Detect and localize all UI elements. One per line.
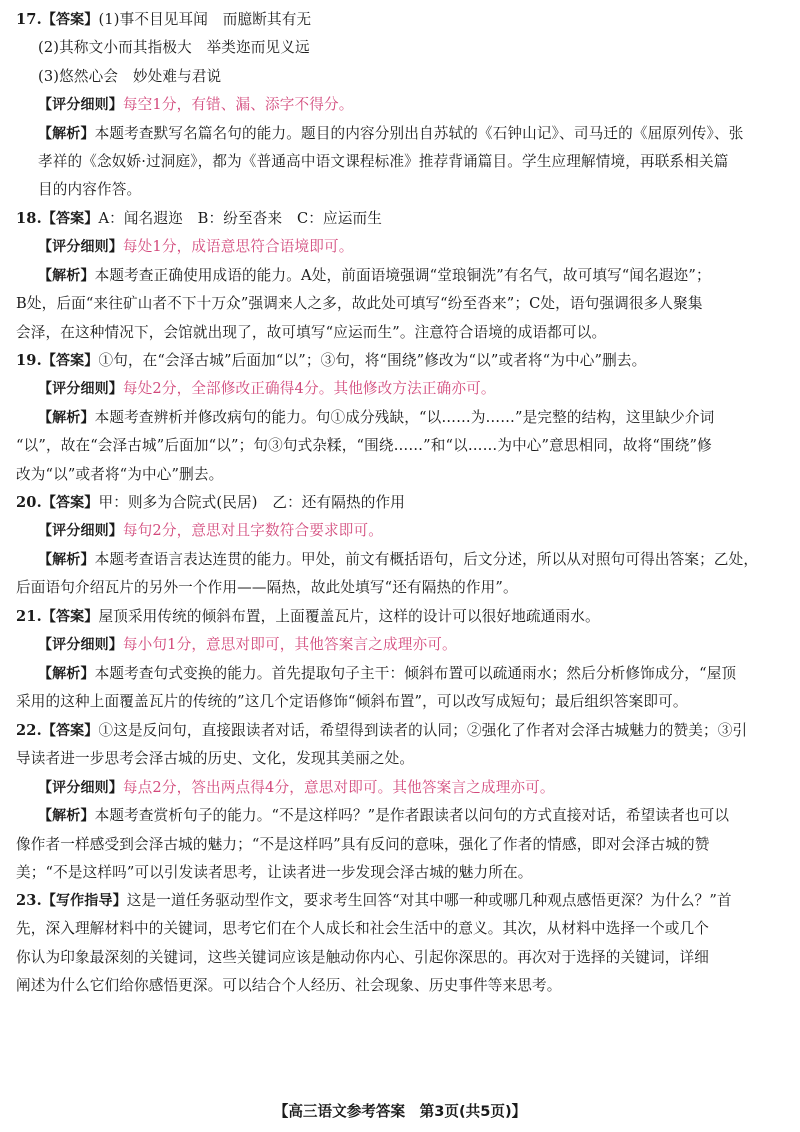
question-22 — [16, 717, 788, 887]
analysis-tag: 【解析】 — [38, 551, 95, 568]
analysis-line: 【解析】本题考查句式变换的能力。首先提取句子主干：倾斜布置可以疏通雨水；然后分析修饰成分，“屋顶 — [38, 664, 737, 682]
score-text: 每点2分，答出两点得4分，意思对即可。其他答案言之成理亦可。 — [122, 778, 555, 796]
answer-text: 屋顶采用传统的倾斜布置，上面覆盖瓦片，这样的设计可以很好地疏通雨水。 — [98, 608, 600, 625]
answer-line: 22.【答案】①这是反问句，直接跟读者对话，希望得到读者的认同；②强化了作者对会泽古城魅力的赞美；③引 — [16, 722, 748, 739]
guide-text: 先，深入理解材料中的关键词，思考它们在个人成长和社会生活中的意义。其次，从材料中选择一个或几个 — [16, 920, 709, 938]
score-text: 每小句1分，意思对即可，其他答案言之成理亦可。 — [122, 636, 457, 654]
answer-text: (1)事不目见耳闻 而臆断其有无 — [98, 11, 312, 28]
answer-tag: 【答案】 — [41, 12, 99, 28]
answer-text: (3)悠然心会 妙处难与君说 — [38, 67, 222, 85]
analysis-text: 美；“不是这样吗”可以引发读者思考，让读者进一步发现会泽古城的魅力所在。 — [16, 863, 533, 881]
analysis-text: 采用的这种上面覆盖瓦片的传统的”这几个定语修饰“倾斜布置”，可以改写成短句；最后组织答案即可。 — [16, 693, 688, 711]
question-17 — [16, 6, 788, 205]
question-20 — [16, 489, 788, 603]
guide-line: 23.【写作指导】这是一道任务驱动型作文，要求考生回答“对其中哪一种或哪几种观点感悟更深？为什么？”首 — [16, 892, 732, 909]
analysis-text: 改为“以”或者将“为中心”删去。 — [16, 465, 224, 483]
analysis-tag: 【解析】 — [38, 665, 95, 682]
question-19 — [16, 347, 788, 489]
score-line — [16, 517, 788, 545]
page-footer: 【高三语文参考答案 第3页(共5页)】 — [273, 1103, 527, 1120]
answer-line: 21.【答案】屋顶采用传统的倾斜布置，上面覆盖瓦片，这样的设计可以很好地疏通雨水。 — [16, 608, 600, 625]
answer-text: 导读者进一步思考会泽古城的历史、文化，发现其美丽之处。 — [16, 750, 415, 768]
analysis-text: 孝祥的《念奴娇·过洞庭》，都为《普通高中语文课程标准》推荐背诵篇目。学生应理解情境，再联系相关篇 — [38, 152, 729, 170]
analysis-tag: 【解析】 — [38, 125, 95, 142]
score-line — [16, 774, 788, 802]
answer-line: 17.【答案】(1)事不目见耳闻 而臆断其有无 — [16, 11, 312, 28]
answer-text: 甲：则多为合院式(民居) 乙：还有隔热的作用 — [98, 494, 406, 511]
analysis-tag: 【解析】 — [38, 808, 95, 825]
question-23 — [16, 887, 788, 1001]
score-tag: 【评分细则】 — [38, 523, 123, 540]
score-tag: 【评分细则】 — [38, 97, 123, 114]
guide-text: 阐述为什么它们给你感悟更深。可以结合个人经历、社会现象、历史事件等来思考。 — [16, 977, 562, 995]
score-tag: 【评分细则】 — [38, 381, 123, 398]
analysis-tag: 【解析】 — [38, 409, 95, 426]
guide-text: 你认为印象最深刻的关键词，这些关键词应该是触动你内心、引起你深思的。再次对于选择的关键词，详细 — [16, 948, 709, 966]
score-line — [16, 91, 788, 119]
answer-line: 18.【答案】A：闻名遐迩 B：纷至沓来 C：应运而生 — [16, 210, 382, 227]
analysis-text: 目的内容作答。 — [38, 181, 142, 199]
analysis-line: 【解析】本题考查赏析句子的能力。“不是这样吗？”是作者跟读者以问句的方式直接对话，希望读者也可以 — [38, 807, 730, 825]
guide-tag: 【写作指导】 — [41, 893, 127, 909]
answer-tag: 【答案】 — [41, 495, 99, 511]
score-line — [16, 631, 788, 659]
answer-tag: 【答案】 — [41, 211, 99, 227]
score-text: 每处2分，全部修改正确得4分。其他修改方法正确亦可。 — [122, 380, 496, 398]
answer-text: ①这是反问句，直接跟读者对话，希望得到读者的认同；②强化了作者对会泽古城魅力的赞美；③引 — [98, 722, 748, 739]
score-tag: 【评分细则】 — [38, 779, 123, 796]
answer-text: ①句，在“会泽古城”后面加“以”；③句，将“围绕”修改为“以”或者将“为中心”删去。 — [98, 352, 647, 369]
analysis-text: 会泽，在这种情况下，会馆就出现了，故可填写“应运而生”。注意符合语境的成语都可以。 — [16, 323, 607, 341]
score-line — [16, 233, 788, 261]
analysis-line: 【解析】本题考查语言表达连贯的能力。甲处，前文有概括语句，后文分述，所以从对照句可得出答案；乙处， — [38, 550, 759, 568]
score-tag: 【评分细则】 — [38, 239, 123, 256]
answer-text: (2)其称文小而其指极大 举类迩而见义远 — [38, 39, 310, 57]
answer-tag: 【答案】 — [41, 609, 99, 625]
analysis-text: “以”，故在“会泽古城”后面加“以”；句③句式杂糅，“围绕……”和“以……为中心”意思相同，故将“围绕”修 — [16, 437, 712, 455]
analysis-line: 【解析】本题考查辨析并修改病句的能力。句①成分残缺，“以……为……”是完整的结构，这里缺少介词 — [38, 408, 715, 426]
answer-line: 19.【答案】①句，在“会泽古城”后面加“以”；③句，将“围绕”修改为“以”或者将“为中心”删去。 — [16, 352, 647, 369]
score-text: 每处1分，成语意思符合语境即可。 — [122, 238, 354, 256]
answer-text: A：闻名遐迩 B：纷至沓来 C：应运而生 — [98, 210, 382, 227]
analysis-text: B处，后面“来往矿山者不下十万众”强调来人之多，故此处可填写“纷至沓来”；C处，语句强调很多人聚集 — [16, 295, 703, 313]
analysis-line: 【解析】本题考查默写名篇名句的能力。题目的内容分别出自苏轼的《石钟山记》、司马迁的《屈原列传》、张 — [38, 124, 744, 142]
score-text: 每句2分，意思对且字数符合要求即可。 — [122, 522, 383, 540]
answer-tag: 【答案】 — [41, 723, 99, 739]
score-line — [16, 375, 788, 403]
analysis-tag: 【解析】 — [38, 267, 95, 284]
answer-line: 20.【答案】甲：则多为合院式(民居) 乙：还有隔热的作用 — [16, 494, 406, 511]
score-text: 每空1分，有错、漏、添字不得分。 — [122, 96, 354, 114]
analysis-text: 后面语句介绍瓦片的另外一个作用——隔热，故此处填写“还有隔热的作用”。 — [16, 579, 518, 597]
question-18 — [16, 205, 788, 347]
answer-tag: 【答案】 — [41, 353, 99, 369]
analysis-text: 像作者一样感受到会泽古城的魅力；“不是这样吗”具有反问的意味，强化了作者的情感，即对会泽古城的赞 — [16, 835, 710, 853]
analysis-line: 【解析】本题考查正确使用成语的能力。A处，前面语境强调“堂琅铜洗”有名气，故可填写“闻名遐迩”； — [38, 266, 711, 284]
score-tag: 【评分细则】 — [38, 637, 123, 654]
question-21 — [16, 603, 788, 717]
